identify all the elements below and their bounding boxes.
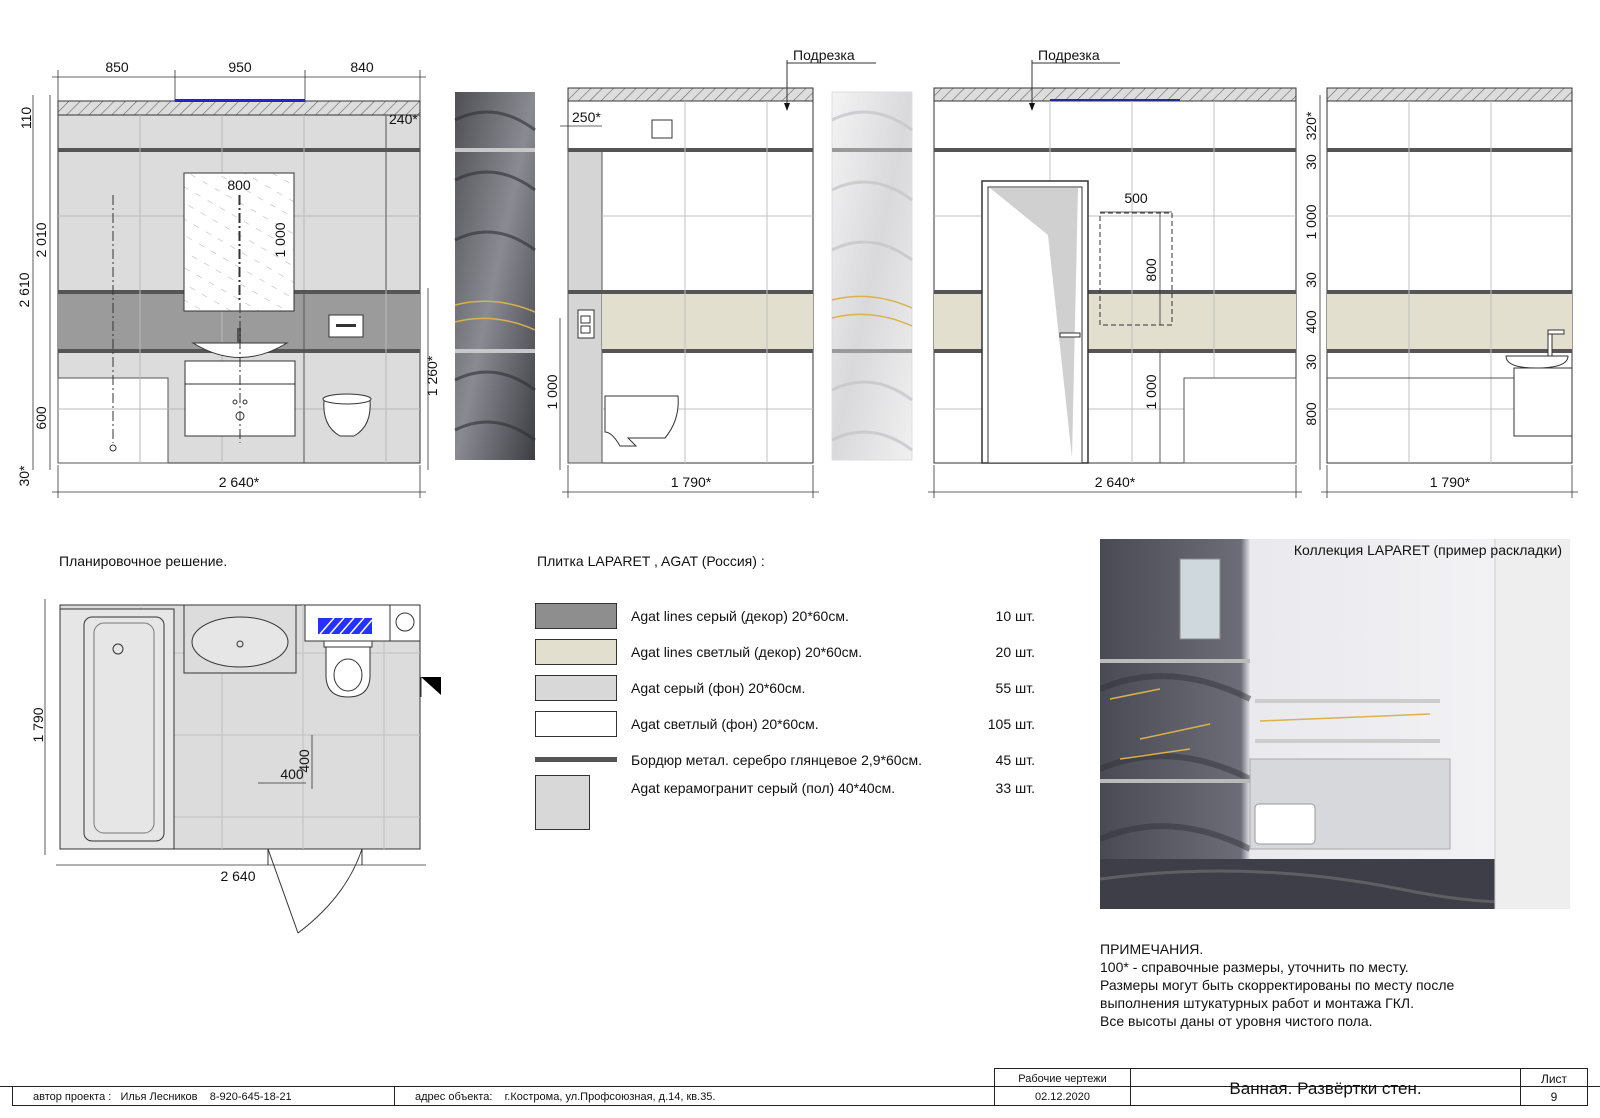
- plan-dim-2: 400: [280, 766, 304, 782]
- dim-d-1: 320*: [1303, 111, 1319, 141]
- dim-right-2: 1 260*: [424, 355, 440, 397]
- legend-swatch: [535, 757, 617, 762]
- dim-c-3: 1 000: [1143, 374, 1159, 410]
- legend-qty: 105 шт.: [987, 716, 1035, 732]
- legend-qty: 33 шт.: [995, 780, 1035, 796]
- plan-dim-1: 1 790: [30, 707, 46, 743]
- legend-swatch: [535, 603, 617, 629]
- wall-elevations: [0, 0, 1600, 500]
- dim-mirror-width: 800: [227, 177, 251, 193]
- legend-swatch: [535, 675, 617, 701]
- legend-item: [535, 747, 1035, 777]
- notes-title: ПРИМЕЧАНИЯ.: [1100, 941, 1204, 957]
- legend-item: [535, 603, 1035, 633]
- dim-d-3: 1 000: [1303, 204, 1319, 240]
- elevation-a: [58, 99, 420, 463]
- elevation-b: [568, 60, 876, 463]
- legend-swatch: [535, 639, 617, 665]
- dim-right-1: 240*: [389, 111, 418, 127]
- sheet-label: Лист: [1540, 1072, 1568, 1086]
- dim-bottom-b: 1 790*: [670, 474, 712, 490]
- legend-item: [535, 711, 1035, 741]
- elevation-d: [1327, 88, 1572, 463]
- tile-strip-dark: [455, 92, 535, 460]
- dim-top-3: 840: [350, 59, 374, 75]
- dim-d-6: 30: [1303, 354, 1319, 370]
- legend-name: Agat светлый (фон) 20*60см.: [631, 716, 819, 732]
- legend-qty: 55 шт.: [995, 680, 1035, 696]
- doc-type-cell: [994, 1068, 1131, 1106]
- callout-b: Подрезка: [793, 47, 855, 63]
- legend-name: Agat керамогранит серый (пол) 40*40см.: [631, 780, 896, 796]
- dim-c-1: 500: [1124, 190, 1148, 206]
- legend-qty: 20 шт.: [995, 644, 1035, 660]
- sheet-number-cell: [1520, 1068, 1588, 1106]
- author-cell: [12, 1086, 395, 1106]
- legend-name: Бордюр метал. серебро глянцевое 2,9*60см.: [631, 752, 923, 768]
- dim-mirror-height: 1 000: [272, 222, 288, 258]
- notes: [1100, 940, 1454, 1030]
- plan-dim-4: 2 640: [220, 868, 256, 884]
- dim-d-4: 30: [1303, 272, 1319, 288]
- note-line: Все высоты даны от уровня чистого пола.: [1100, 1013, 1373, 1029]
- dim-d-5: 400: [1303, 310, 1319, 334]
- legend-name: Agat lines серый (декор) 20*60см.: [631, 608, 849, 624]
- legend-title: Плитка LAPARET , AGAT (Россия) :: [537, 553, 765, 569]
- dim-c-2: 800: [1143, 258, 1159, 282]
- elevation-c: [934, 60, 1296, 463]
- dim-b-2: 1 000: [544, 374, 560, 410]
- legend-swatch: [535, 711, 617, 737]
- legend-swatch: [535, 775, 590, 830]
- address: адрес объекта: г.Кострома, ул.Профсоюзная, д.14, кв.35.: [415, 1091, 716, 1103]
- legend-item: [535, 639, 1035, 669]
- dim-left-5: 30*: [16, 465, 32, 487]
- date: 02.12.2020: [1034, 1091, 1091, 1103]
- dim-left-1: 110: [18, 106, 34, 130]
- dim-left-4: 600: [33, 406, 49, 430]
- plan-dim-3: 400: [296, 749, 312, 773]
- dim-d-2: 30: [1303, 154, 1319, 170]
- dim-left-2: 2 010: [33, 222, 49, 258]
- sheet-title-cell: [1130, 1068, 1521, 1106]
- dim-left-3: 2 610: [16, 272, 32, 308]
- note-line: выполнения штукатурных работ и монтажа ГКЛ.: [1100, 995, 1414, 1011]
- callout-c: Подрезка: [1038, 47, 1100, 63]
- legend-item: [535, 675, 1035, 705]
- dim-bottom-d: 1 790*: [1429, 474, 1471, 490]
- plan-title: Планировочное решение.: [59, 553, 228, 569]
- dim-bottom-a: 2 640*: [218, 474, 260, 490]
- dim-top-2: 950: [228, 59, 252, 75]
- legend-item: [535, 775, 1035, 831]
- render-image: [1100, 539, 1570, 909]
- legend-name: Agat lines светлый (декор) 20*60см.: [631, 644, 863, 660]
- floor-plan: [0, 585, 460, 935]
- legend-name: Agat серый (фон) 20*60см.: [631, 680, 806, 696]
- tile-strip-light: [832, 92, 912, 460]
- address-cell: [394, 1086, 995, 1106]
- doc-type: Рабочие чертежи: [1018, 1073, 1107, 1085]
- author: автор проекта : Илья Лесников 8-920-645-18-21: [33, 1091, 292, 1103]
- note-line: 100* - справочные размеры, уточнить по месту.: [1100, 959, 1409, 975]
- dim-d-7: 800: [1303, 402, 1319, 426]
- render-caption: Коллекция LAPARET (пример раскладки): [1293, 542, 1562, 558]
- sheet-number: 9: [1550, 1090, 1558, 1104]
- sheet-title: Ванная. Развёртки стен.: [1229, 1079, 1422, 1098]
- note-line: Размеры могут быть скорректированы по месту после: [1100, 977, 1455, 993]
- legend-qty: 10 шт.: [995, 608, 1035, 624]
- dim-top-1: 850: [105, 59, 129, 75]
- dim-b-1: 250*: [572, 109, 601, 125]
- dim-bottom-c: 2 640*: [1094, 474, 1136, 490]
- legend-qty: 45 шт.: [995, 752, 1035, 768]
